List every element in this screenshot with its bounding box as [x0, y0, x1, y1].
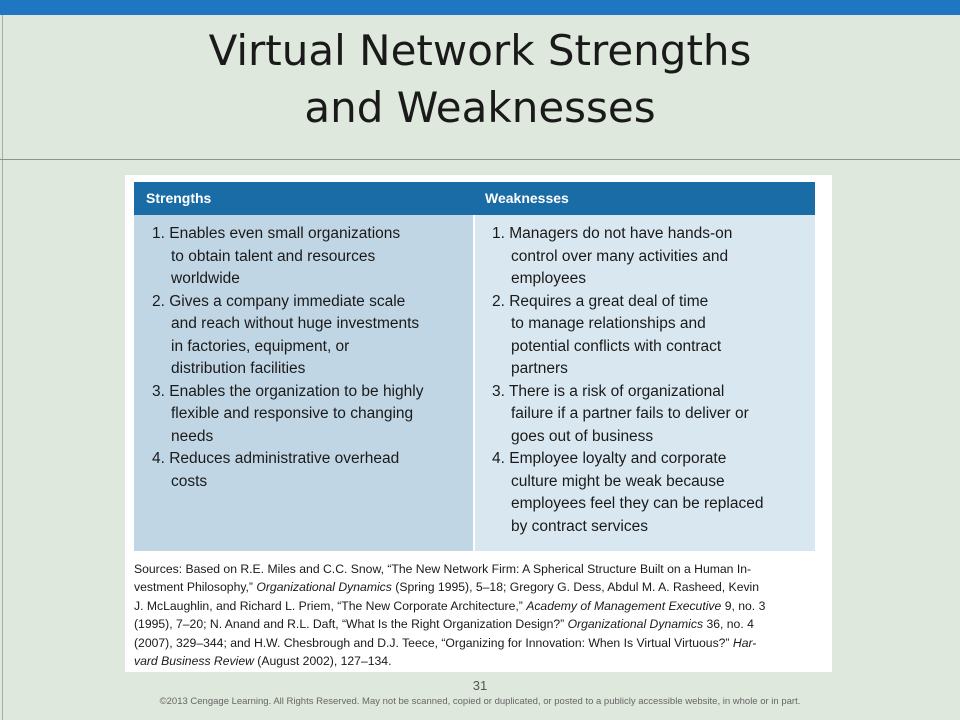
strength-item: 3. Enables the organization to be highly flexible and responsive to changing needs	[152, 382, 424, 445]
slide-title	[0, 22, 960, 136]
sources-text: (1995), 7–20; N. Anand and R.L. Daft, “What Is the Right Organization Design?”	[134, 617, 568, 632]
sources-text: J. McLaughlin, and Richard L. Priem, “The New Corporate Architecture,”	[134, 598, 527, 613]
sources-text: Sources: Based on R.E. Miles and C.C. Snow, “The New Network Firm: A Spherical Structure Built on a Human In-	[134, 562, 752, 576]
weakness-item: 1. Managers do not have hands-on control over many activities and employees	[492, 225, 733, 287]
sources-text: 36, no. 4	[703, 617, 754, 632]
sources-journal-title: Har-	[732, 635, 757, 650]
copyright-notice: ©2013 Cengage Learning. All Rights Reserved. May not be scanned, copied or duplicated, or posted to a publicly accessible website, in whole or in part.	[159, 696, 801, 707]
weaknesses-header: Weaknesses	[485, 190, 569, 206]
sources-text: vestment Philosophy,”	[134, 580, 257, 595]
sources-journal-title: Organizational Dynamics	[567, 617, 704, 632]
sources-text: (Spring 1995), 5–18; Gregory G. Dess, Abdul M. A. Rasheed, Kevin	[391, 580, 760, 595]
strengths-weaknesses-table	[134, 182, 815, 551]
sources-journal-title: vard Business Review	[134, 654, 254, 669]
weakness-item: 3. There is a risk of organizational failure if a partner fails to deliver or goes out of business	[492, 382, 749, 445]
strengths-header: Strengths	[146, 190, 212, 206]
weaknesses-list	[492, 223, 812, 538]
strengths-column	[134, 215, 473, 551]
sources-text: (August 2002), 127–134.	[253, 654, 392, 669]
sources-journal-title: Organizational Dynamics	[256, 580, 392, 595]
slide-title-line-1: Virtual Network Strengths	[208, 26, 752, 75]
table-header-row	[134, 182, 815, 215]
strength-item: 4. Reduces administrative overhead costs	[152, 450, 400, 490]
weaknesses-column	[475, 215, 815, 551]
slide-title-line-2: and Weaknesses	[304, 83, 656, 132]
strengths-list	[152, 223, 470, 493]
page-number: 31	[472, 678, 488, 693]
weakness-item: 2. Requires a great deal of time to manage relationships and potential conflicts with contract partners	[492, 292, 722, 377]
sources-citation	[134, 560, 814, 670]
title-divider	[0, 159, 960, 160]
sources-text: 9, no. 3	[721, 598, 766, 613]
weakness-item: 4. Employee loyalty and corporate culture might be weak because employees feel they can be replaced by contract services	[492, 450, 764, 535]
sources-text: (2007), 329–344; and H.W. Chesbrough and D.J. Teece, “Organizing for Innovation: When Is Virtual Virtuous?”	[134, 635, 733, 650]
sources-journal-title: Academy of Management Executive	[526, 598, 722, 613]
strength-item: 2. Gives a company immediate scale and reach without huge investments in factories, equipment, or distribution facilities	[152, 292, 420, 377]
strength-item: 1. Enables even small organizations to obtain talent and resources worldwide	[152, 225, 401, 287]
top-accent-bar	[0, 0, 960, 15]
